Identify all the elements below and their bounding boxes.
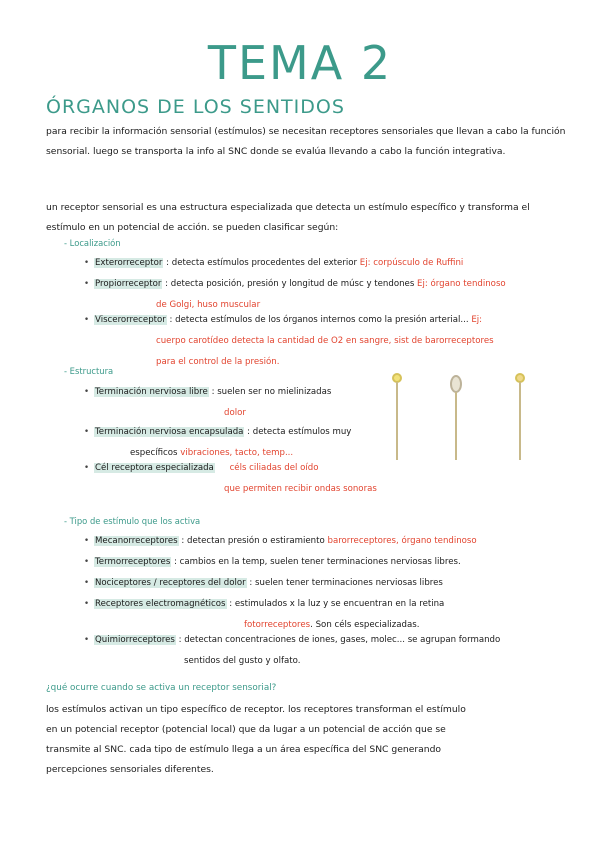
term: Termorreceptores — [95, 557, 171, 567]
sub-localizacion: - Localización — [64, 238, 121, 248]
term: Exterorreceptor — [95, 258, 163, 268]
example: céls ciliadas del oído — [229, 463, 319, 473]
term: Terminación nerviosa libre — [95, 387, 208, 397]
term: Quimiorreceptores — [95, 635, 175, 645]
example: barorreceptores, órgano tendinoso — [327, 536, 477, 546]
answer-line-4: percepciones sensoriales diferentes. — [46, 764, 214, 775]
list-item-termorreceptores: • Termorreceptores : cambios en la temp, suelen tener terminaciones nerviosas libres. — [84, 557, 461, 567]
list-item-mecanorreceptores: • Mecanorreceptores : detectan presión o estiramiento barorreceptores, órgano tendinoso — [84, 536, 477, 546]
example: vibraciones, tacto, temp... — [180, 448, 294, 458]
sub-tipo-estimulo: - Tipo de estímulo que los activa — [64, 516, 201, 526]
list-item-exterorreceptor: • Exterorreceptor : detecta estímulos procedentes del exterior Ej: corpúsculo de Ruffini — [84, 258, 464, 268]
desc: : cambios en la temp, suelen tener terminaciones nerviosas libres. — [174, 557, 461, 567]
desc: : detectan concentraciones de iones, gases, molec... se agrupan formando — [178, 635, 501, 645]
desc: : detectan presión o estiramiento — [181, 536, 325, 546]
list-item-nociceptores: • Nociceptores / receptores del dolor : suelen tener terminaciones nerviosas libres — [84, 578, 443, 588]
term: Viscerorreceptor — [95, 315, 166, 325]
term: Receptores electromagnéticos — [95, 599, 226, 609]
neuron-specialized — [516, 374, 524, 460]
receptor-diagram — [372, 372, 572, 462]
definition-paragraph: un receptor sensorial es una estructura especializada que detecta un estímulo específico y transforma el estímulo en un potencial de acción. se pueden clasificar según: — [46, 202, 530, 233]
desc: : detecta posición, presión y longitud de músc y tendones — [165, 279, 415, 289]
example: Ej: corpúsculo de Ruffini — [359, 258, 464, 268]
desc-cont: sentidos del gusto y olfato. — [184, 656, 301, 666]
example: fotorreceptores — [244, 620, 311, 630]
neuron-encapsulated — [451, 376, 461, 460]
desc-cont: específicos — [130, 448, 178, 458]
intro-paragraph: para recibir la información sensorial (estímulos) se necesitan receptores sensoriales que llevan a cabo la función sensorial. luego se transporta la info al SNC donde se evalúa llevando a cabo la función integrativa. — [46, 126, 566, 157]
example: Ej: — [471, 315, 483, 325]
desc: : detecta estímulos muy — [247, 427, 352, 437]
desc-cont: . Son céls especializadas. — [310, 620, 420, 630]
example: dolor — [224, 408, 246, 418]
desc: : suelen ser no mielinizadas — [211, 387, 332, 397]
list-item-quimiorreceptores: • Quimiorreceptores : detectan concentraciones de iones, gases, molec... se agrupan formando sentidos del gusto y olfato. — [84, 635, 501, 666]
list-item-propiorreceptor: • Propiorreceptor : detecta posición, presión y longitud de músc y tendones Ej: órgano tendinoso de Golgi, huso muscular — [84, 279, 506, 310]
term: Nociceptores / receptores del dolor — [95, 578, 246, 588]
list-item-terminacion-libre: • Terminación nerviosa libre : suelen ser no mielinizadas dolor — [84, 387, 332, 418]
list-item-electromagneticos: • Receptores electromagnéticos : estimulados x la luz y se encuentran en la retina fotorreceptores. Son céls especializadas. — [84, 599, 445, 630]
example-cont: que permiten recibir ondas sonoras — [224, 484, 377, 494]
answer-line-3: transmite al SNC. cada tipo de estímulo llega a un área específica del SNC generando — [46, 744, 442, 755]
list-item-viscerorreceptor: • Viscerorreceptor : detecta estímulos de los órganos internos como la presión arterial... Ej: cuerpo carotídeo detecta la cantidad de O2 en sangre, sist de barorreceptores para el control de la presión. — [84, 315, 494, 367]
answer-line-2: en un potencial receptor (potencial local) que da lugar a un potencial de acción que se — [46, 724, 446, 735]
list-item-terminacion-encapsulada: • Terminación nerviosa encapsulada : detecta estímulos muy específicos vibraciones, tacto, temp... — [84, 427, 352, 458]
term: Propiorreceptor — [95, 279, 162, 289]
example-cont: cuerpo carotídeo detecta la cantidad de O2 en sangre, sist de barorreceptores — [156, 336, 494, 346]
answer-line-1: los estímulos activan un tipo específico de receptor. los receptores transforman el estímulo — [46, 704, 466, 715]
desc: : estimulados x la luz y se encuentran en la retina — [229, 599, 445, 609]
term: Cél receptora especializada — [95, 463, 214, 473]
example-cont: de Golgi, huso muscular — [156, 300, 261, 310]
term: Mecanorreceptores — [95, 536, 178, 546]
desc: : suelen tener terminaciones nerviosas libres — [249, 578, 443, 588]
sub-estructura: - Estructura — [64, 366, 114, 376]
page-title: TEMA 2 — [207, 36, 393, 90]
question-heading: ¿qué ocurre cuando se activa un receptor sensorial? — [46, 683, 277, 693]
term: Terminación nerviosa encapsulada — [95, 427, 244, 437]
neuron-free-ending — [393, 374, 401, 460]
desc: : detecta estímulos procedentes del exterior — [166, 258, 358, 268]
section-heading: ÓRGANOS DE LOS SENTIDOS — [46, 96, 345, 118]
example-cont2: para el control de la presión. — [156, 357, 280, 367]
example: Ej: órgano tendinoso — [417, 279, 506, 289]
desc: : detecta estímulos de los órganos internos como la presión arterial... — [169, 315, 469, 325]
list-item-celula-receptora: • Cél receptora especializada céls ciliadas del oído que permiten recibir ondas sonoras — [84, 463, 377, 494]
